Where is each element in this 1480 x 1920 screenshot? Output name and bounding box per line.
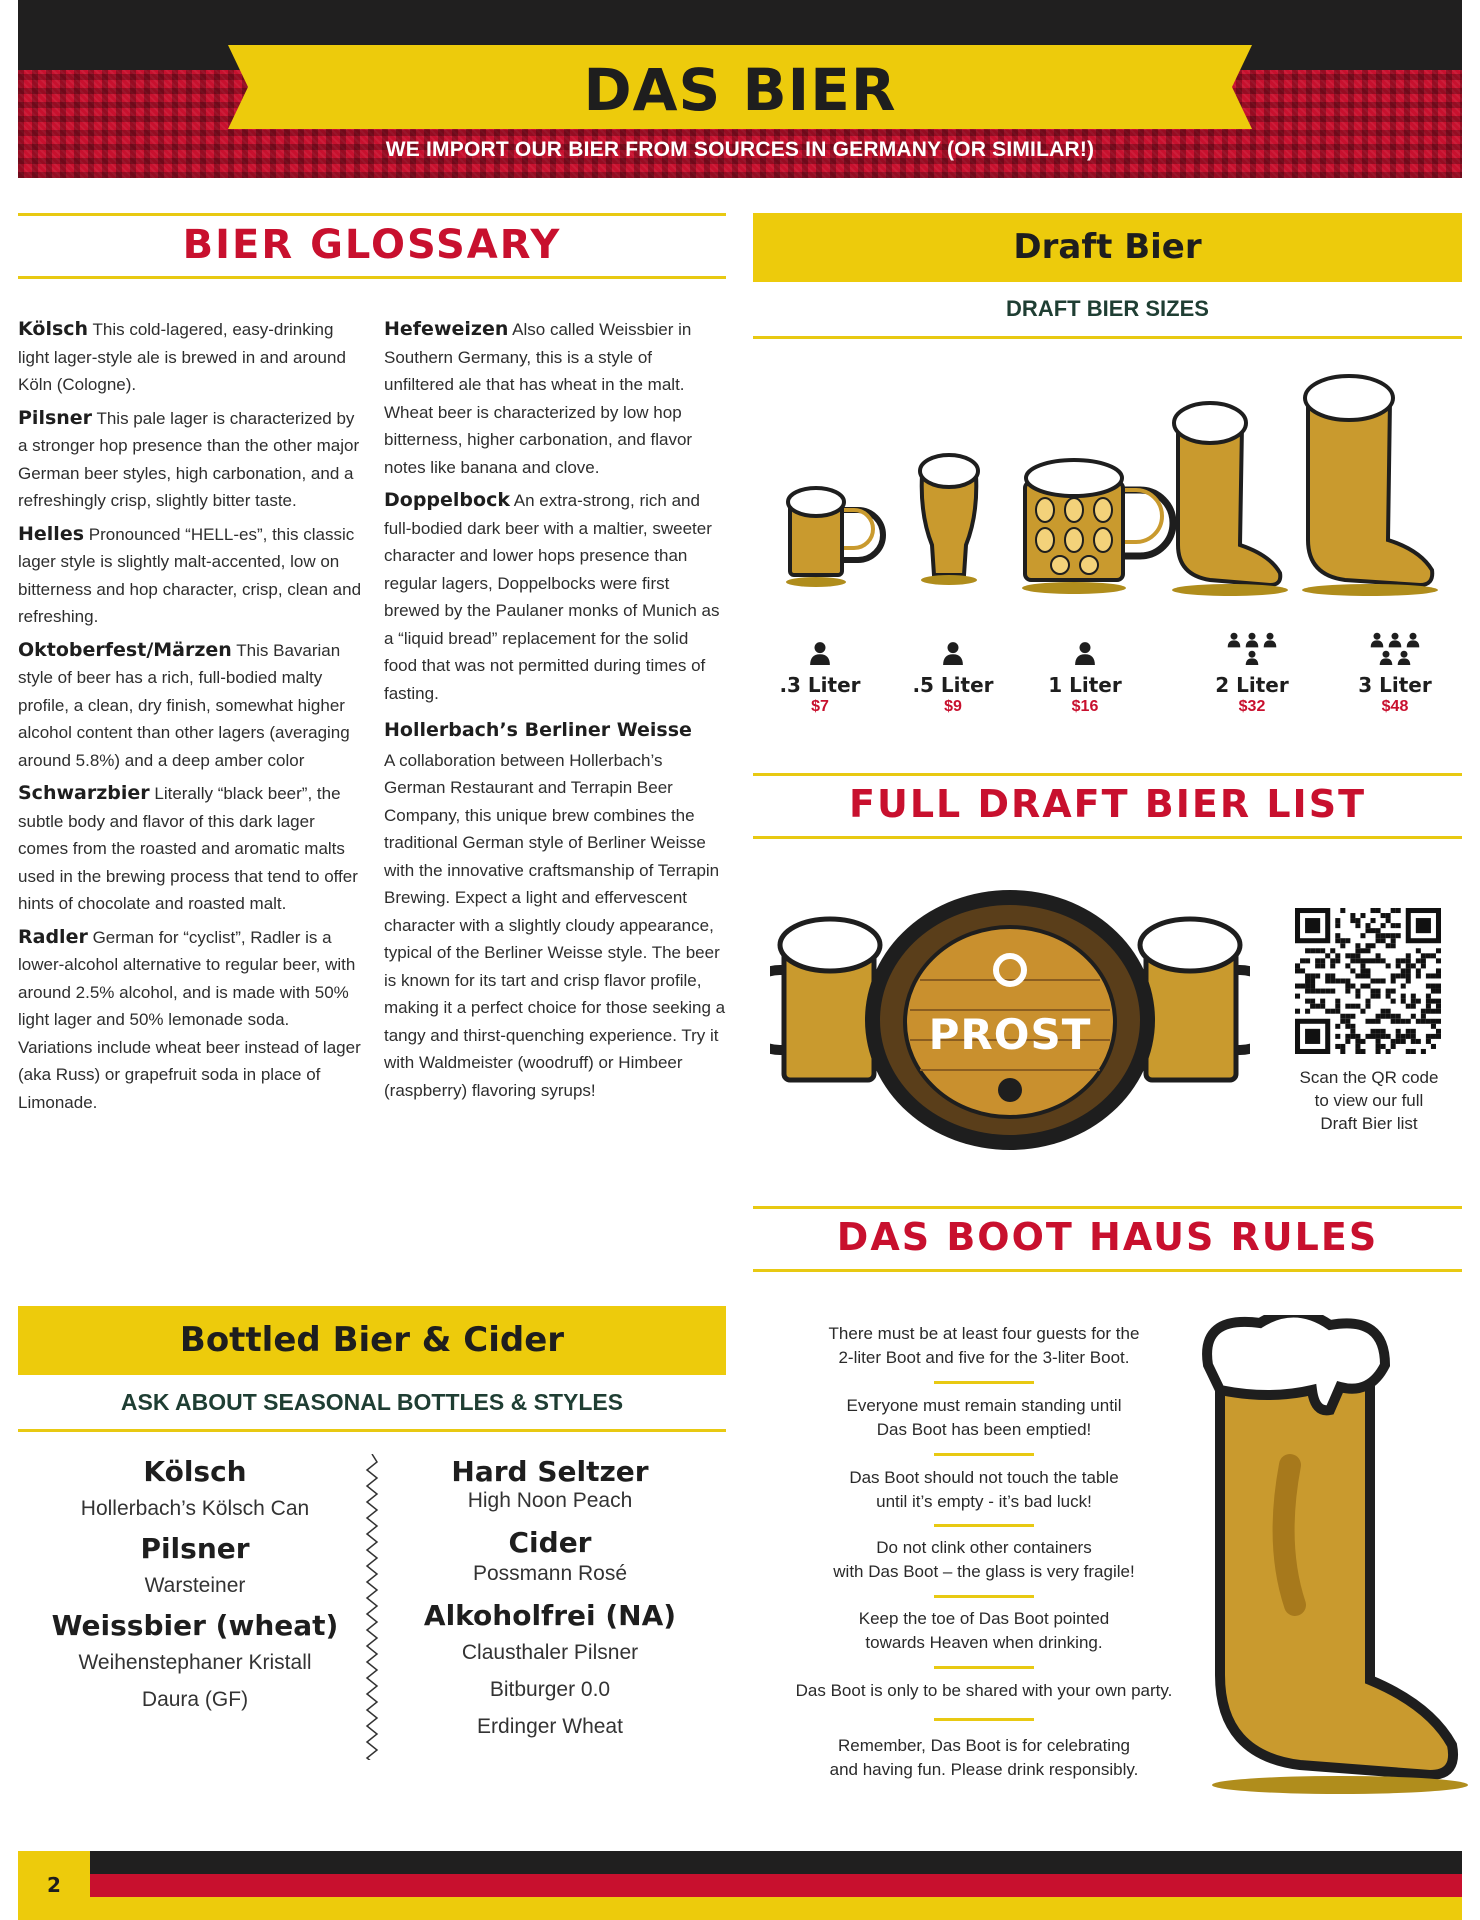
bottle-item: Weihenstephaner Kristall [78, 1651, 312, 1674]
draft-size-item [1335, 625, 1455, 716]
boot-icon [1302, 376, 1438, 596]
size-price: $32 [1238, 698, 1266, 715]
page-number: 2 [18, 1851, 90, 1920]
page-title: DAS BIER [583, 56, 897, 124]
glossary-right-column [384, 316, 726, 1110]
mug-icon [1140, 919, 1250, 1080]
rule-separator [934, 1524, 1034, 1527]
qr-caption [1280, 1066, 1458, 1135]
footer-stripe-red [90, 1874, 1462, 1897]
rule-line: with Das Boot – the glass is very fragile! [833, 1562, 1135, 1581]
glossary-entry [18, 780, 363, 918]
bottle-category: Cider [508, 1526, 592, 1559]
rule-item [764, 1394, 1204, 1442]
person-icon [1397, 650, 1411, 665]
size-label: 1 Liter [1048, 673, 1122, 697]
size-label: 2 Liter [1215, 673, 1289, 697]
bottle-item: Bitburger 0.0 [489, 1678, 611, 1701]
qr-caption-line: to view our full [1314, 1091, 1424, 1110]
people-icon-group [933, 625, 973, 665]
size-label: .5 Liter [912, 673, 994, 697]
draft-size-item [760, 625, 880, 716]
glossary-term: Hollerbach’s Berliner Weisse [384, 719, 692, 741]
glossary-entry [18, 637, 363, 775]
glossary-text: Pronounced “HELL-es”, this classic lager style is slightly malt-accented, low on bitterness and hop character, crisp, clean and refreshing. [18, 524, 362, 626]
glossary-text: This Bavarian style of beer has a rich, full-bodied malty profile, a clean, dry finish, somewhat higher alcohol content than other lagers (averaging around 5.8%) and a deep amber color [18, 640, 350, 770]
rule-line: Das Boot should not touch the table [849, 1468, 1119, 1487]
bottle-item: Possmann Rosé [472, 1562, 628, 1585]
das-boot-illustration [1190, 1315, 1470, 1795]
draft-size-item [1192, 625, 1312, 716]
qr-caption-line: Scan the QR code [1299, 1068, 1439, 1087]
rule-item [764, 1734, 1204, 1782]
person-icon [1074, 641, 1096, 665]
footer-stripe-yellow [90, 1897, 1462, 1920]
glossary-term: Radler [18, 925, 88, 948]
glossary-entry [18, 521, 363, 631]
rule-separator [934, 1666, 1034, 1669]
divider [753, 336, 1462, 339]
draft-size-item [1025, 625, 1145, 716]
draft-sizes-heading: DRAFT BIER SIZES [1006, 296, 1209, 321]
person-icon [1388, 632, 1402, 647]
bottle-item: Hollerbach’s Kölsch Can [80, 1497, 310, 1520]
person-icon [1227, 632, 1241, 647]
size-price: $7 [811, 698, 829, 715]
glossary-text: German for “cyclist”, Radler is a lower-alcohol alternative to regular beer, with around 2.5% alcohol, and is made with 50% light lager and 50% lemonade soda. Variations include wheat beer instead of lager (aka Russ) or grapefruit soda in place of Limonade. [18, 927, 361, 1112]
rule-item [764, 1679, 1204, 1703]
boot-icon [1207, 1315, 1468, 1794]
glossary-text: This cold-lagered, easy-drinking light lager-style ale is brewed in and around Köln (Cologne). [18, 320, 346, 394]
rule-line: Keep the toe of Das Boot pointed [858, 1609, 1110, 1628]
size-price: $16 [1071, 698, 1099, 715]
glossary-text: An extra-strong, rich and full-bodied dark beer with a maltier, sweeter character and lower hops presence than regular lagers, Doppelbocks were first brewed by the Paulaner monks of Munich as a “liquid bread” replacement for the solid food that was not permitted during times of fasting. [384, 491, 720, 703]
rule-line: and having fun. Please drink responsibly. [829, 1760, 1139, 1779]
rule-separator [934, 1595, 1034, 1598]
footer-stripe-black [90, 1851, 1462, 1874]
rule-line: Everyone must remain standing until [846, 1396, 1122, 1415]
glossary-text: A collaboration between Hollerbach’s German Restaurant and Terrapin Beer Company, this unique brew combines the traditional German style of Berliner Weisse with the innovative craftsmanship of Terrapin Brewing. Expect a light and effervescent character with a slightly cloudy appearance, typical of the Berliner Weisse style. The beer is known for its tart and crisp flavor profile, making it a perfect choice for those seeking a tangy and thirst-quenching experience. Try it with Waldmeister (woodruff) or Himbeer (raspberry) flavoring syrups! [384, 750, 726, 1100]
rule-item [764, 1607, 1204, 1655]
qr-caption-line: Draft Bier list [1320, 1114, 1418, 1133]
glossary-term: Hefeweizen [384, 318, 509, 340]
glossary-term: Pilsner [18, 406, 93, 429]
person-icon [1379, 650, 1393, 665]
mug-icon [786, 488, 883, 587]
divider [18, 213, 726, 216]
full-list-heading: FULL DRAFT BIER LIST [849, 782, 1366, 826]
rule-separator [934, 1718, 1034, 1721]
bottled-right-column [395, 1454, 705, 1745]
boot-icon [1172, 403, 1288, 596]
person-icon [1245, 650, 1259, 665]
bottle-category: Weissbier (wheat) [51, 1609, 339, 1642]
bottle-category: Pilsner [140, 1532, 250, 1565]
rule-line: Do not clink other containers [876, 1538, 1092, 1557]
bottle-category: Kölsch [143, 1455, 247, 1488]
glossary-entry [384, 316, 726, 481]
bottle-item: Daura (GF) [141, 1688, 249, 1711]
zigzag-divider [364, 1454, 380, 1760]
glossary-entry [18, 405, 363, 515]
person-icon [942, 641, 964, 665]
glass-icon [920, 455, 978, 585]
divider [753, 773, 1462, 776]
glossary-term: Kölsch [18, 318, 89, 340]
bottle-item: High Noon Peach [467, 1489, 633, 1512]
glossary-entry [18, 924, 363, 1117]
dimple-mug-icon [1022, 460, 1173, 594]
draft-glasses-illustration [760, 360, 1460, 620]
people-icon-group [800, 625, 840, 665]
size-label: 3 Liter [1358, 673, 1432, 697]
people-icon-group [1368, 625, 1422, 665]
size-price: $9 [944, 698, 962, 715]
people-icon-group [1225, 625, 1279, 665]
divider [753, 836, 1462, 839]
people-icon-group [1065, 625, 1105, 665]
rule-line: Remember, Das Boot is for celebrating [838, 1736, 1130, 1755]
glossary-term: Helles [18, 522, 85, 545]
size-label: .3 Liter [779, 673, 861, 697]
size-price: $48 [1381, 698, 1409, 715]
glossary-text: This pale lager is characterized by a stronger hop presence than the other major German beer styles, high carbonation, and a refreshingly crisp, slightly bitter taste. [18, 408, 360, 510]
glossary-left-column [18, 316, 363, 1122]
qr-code[interactable] [1295, 908, 1441, 1054]
divider [18, 1429, 726, 1432]
glossary-heading: BIER GLOSSARY [182, 222, 562, 268]
divider [18, 276, 726, 279]
bottle-category: Alkoholfrei (NA) [423, 1599, 677, 1632]
rules-heading: DAS BOOT HAUS RULES [836, 1215, 1379, 1259]
glossary-term: Schwarzbier [18, 782, 150, 804]
rule-line: Das Boot is only to be shared with your own party. [795, 1681, 1173, 1700]
draft-size-item [893, 625, 1013, 716]
person-icon [1245, 632, 1259, 647]
rule-item [764, 1536, 1204, 1584]
bottled-subheading: ASK ABOUT SEASONAL BOTTLES & STYLES [120, 1389, 624, 1415]
person-icon [1370, 632, 1384, 647]
rule-item [764, 1466, 1204, 1514]
glossary-term: Oktoberfest/Märzen [18, 638, 232, 661]
barrel-text: PROST [928, 1010, 1092, 1059]
mug-icon [770, 919, 880, 1080]
glossary-entry [384, 487, 726, 707]
bottle-category: Hard Seltzer [451, 1455, 649, 1488]
rule-item [764, 1322, 1204, 1370]
rule-separator [934, 1453, 1034, 1456]
bottled-left-column [40, 1454, 350, 1718]
bottled-title: Bottled Bier & Cider [18, 1306, 726, 1375]
person-icon [1263, 632, 1277, 647]
bottle-item: Erdinger Wheat [477, 1715, 623, 1738]
person-icon [809, 641, 831, 665]
header-subtitle: WE IMPORT OUR BIER FROM SOURCES IN GERMANY (OR SIMILAR!) [385, 138, 1095, 161]
rule-line: until it’s empty - it’s bad luck! [876, 1492, 1092, 1511]
bottle-item: Warsteiner [144, 1574, 246, 1597]
divider [753, 1269, 1462, 1272]
divider [753, 1206, 1462, 1209]
draft-title: Draft Bier [753, 213, 1462, 282]
rule-line: 2-liter Boot and five for the 3-liter Boot. [838, 1348, 1130, 1367]
rule-line: towards Heaven when drinking. [865, 1633, 1103, 1652]
header-banner [18, 0, 1462, 178]
glossary-entry [18, 316, 363, 399]
glossary-entry [384, 717, 726, 1104]
bottle-item: Clausthaler Pilsner [461, 1641, 639, 1664]
rule-separator [934, 1381, 1034, 1384]
glossary-term: Doppelbock [384, 489, 510, 511]
rule-line: Das Boot has been emptied! [876, 1420, 1092, 1439]
glossary-text: Literally “black beer”, the subtle body and flavor of this dark lager comes from the roasted and aromatic malts used in the brewing process that tend to offer hints of chocolate and roasted malt. [18, 784, 358, 913]
rule-line: There must be at least four guests for the [828, 1324, 1140, 1343]
glossary-text: Also called Weissbier in Southern Germany, this is a style of unfiltered ale that has wheat in the malt. Wheat beer is characterized by low hop bitterness, higher carbonation, and flavor notes like banana and clove. [384, 320, 693, 477]
person-icon [1406, 632, 1420, 647]
